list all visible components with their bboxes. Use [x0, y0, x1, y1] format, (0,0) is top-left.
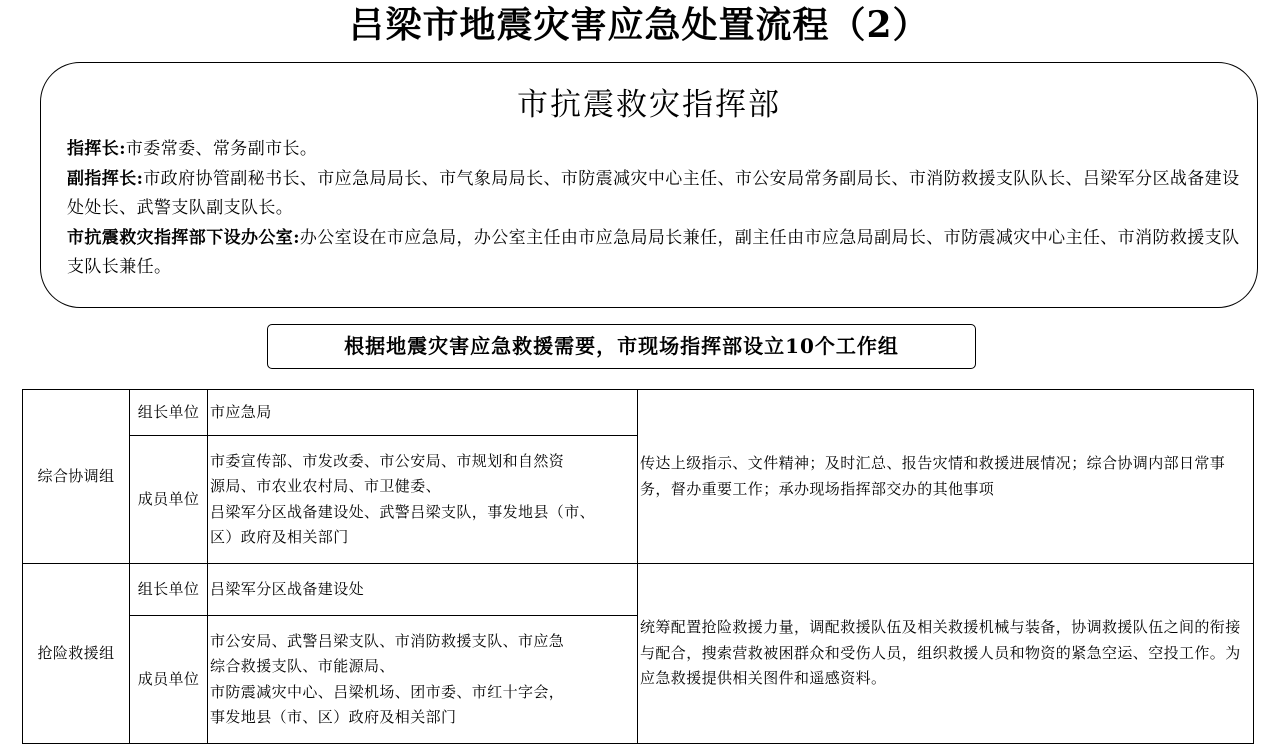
table-row: [23, 390, 1254, 436]
office-label: 市抗震救灾指挥部下设办公室:: [67, 227, 300, 248]
office-text: 办公室设在市应急局，办公室主任由市应急局局长兼任，副主任由市应急局副局长、市防震减灾中心主任、市消防救援支队支队长兼任。: [67, 227, 1240, 277]
deputy-commander-text: 市政府协管副秘书长、市应急局局长、市气象局局长、市防震减灾中心主任、市公安局常务副局长、市消防救援支队队长、吕梁军分区战备建设处处长、武警支队副支队长。: [67, 168, 1240, 218]
group-duty: 传达上级指示、文件精神；及时汇总、报告灾情和救援进展情况；综合协调内部日常事务，督办重要工作；承办现场指挥部交办的其他事项: [638, 390, 1254, 564]
member-units-line: 市公安局、武警吕梁支队、市消防救援支队、市应急: [210, 631, 565, 650]
work-groups-banner: 根据地震灾害应急救援需要，市现场指挥部设立10个工作组: [267, 324, 976, 369]
deputy-commander-label: 副指挥长:: [67, 168, 144, 189]
group-name: 抢险救援组: [23, 564, 130, 744]
headquarters-box: [40, 62, 1258, 308]
group-name: 综合协调组: [23, 390, 130, 564]
leader-unit-label: 组长单位: [130, 390, 208, 436]
headquarters-title: 市抗震救灾指挥部: [517, 87, 781, 123]
leader-unit: 市应急局: [208, 390, 638, 436]
headquarters-lines: [67, 135, 1242, 283]
leader-unit: 吕梁军分区战备建设处: [208, 564, 638, 616]
member-units-line: 综合救援支队、市能源局、: [210, 657, 395, 675]
member-units-line: 区）政府及相关部门: [210, 528, 349, 546]
member-units: [208, 436, 638, 564]
deputy-commander-line: [67, 165, 1242, 224]
commander-text: 市委常委、常务副市长。: [125, 139, 318, 159]
member-units-line: 事发地县（市、区）政府及相关部门: [210, 708, 457, 726]
table-row: [23, 564, 1254, 616]
member-units: [208, 616, 638, 744]
commander-label: 指挥长:: [67, 139, 126, 159]
group-duty: 统筹配置抢险救援力量，调配救援队伍及相关救援机械与装备，协调救援队伍之间的衔接与配合，搜索营救被困群众和受伤人员，组织救援人员和物资的紧急空运、空投工作。为应急救援提供相关图件和遥感资料。: [638, 564, 1254, 744]
page-title: 吕梁市地震灾害应急处置流程（2）: [348, 4, 930, 46]
work-groups-table: [22, 389, 1254, 744]
commander-line: [67, 135, 1242, 165]
member-units-label: 成员单位: [130, 436, 208, 564]
member-units-label: 成员单位: [130, 616, 208, 744]
member-units-line: 源局、市农业农村局、市卫健委、: [210, 477, 442, 495]
member-units-line: 市委宣传部、市发改委、市公安局、市规划和自然资: [210, 451, 565, 470]
member-units-line: 市防震减灾中心、吕梁机场、团市委、市红十字会，: [210, 682, 565, 701]
office-line: [67, 224, 1242, 283]
member-units-line: 吕梁军分区战备建设处、武警吕梁支队，事发地县（市、: [210, 502, 596, 521]
leader-unit-label: 组长单位: [130, 564, 208, 616]
